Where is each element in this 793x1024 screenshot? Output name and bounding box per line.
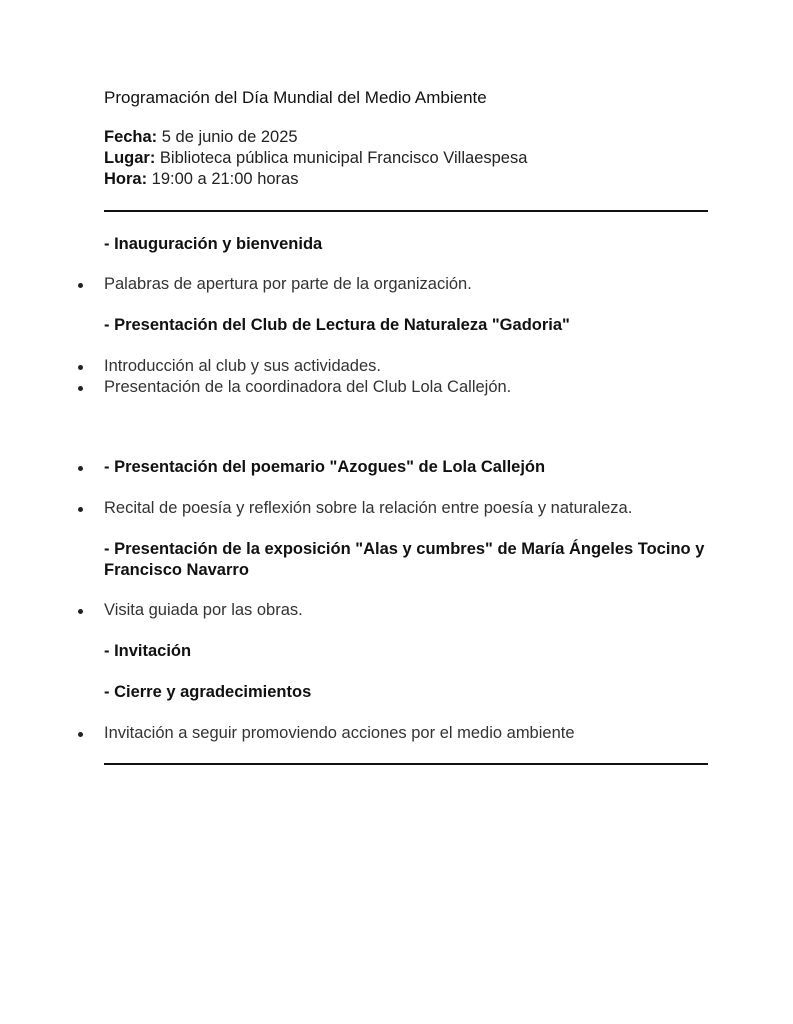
section-exhibition-line-2: Francisco Navarro <box>104 561 249 579</box>
bullet-icon <box>78 507 83 512</box>
top-divider <box>104 210 708 212</box>
section-closing: - Cierre y agradecimientos <box>104 683 312 701</box>
time-line <box>104 170 298 189</box>
section-exhibition-line-1: - Presentación de la exposición "Alas y cumbres" de María Ángeles Tocino y <box>104 540 705 558</box>
section-reading-club: - Presentación del Club de Lectura de Naturaleza "Gadoria" <box>104 316 570 334</box>
bullet-icon <box>78 365 83 370</box>
bottom-divider <box>104 763 708 765</box>
date-value: 5 de junio de 2025 <box>157 128 298 146</box>
place-label: Lugar: <box>104 149 156 167</box>
date-line <box>104 128 298 147</box>
place-value: Biblioteca pública municipal Francisco Villaespesa <box>155 149 528 167</box>
section-poetry-book: - Presentación del poemario "Azogues" de Lola Callejón <box>104 458 546 476</box>
place-line <box>104 149 527 168</box>
bullet-icon <box>78 609 83 614</box>
list-item: Visita guiada por las obras. <box>104 601 303 619</box>
bullet-icon <box>78 466 83 471</box>
list-item: Presentación de la coordinadora del Club Lola Callejón. <box>104 378 512 396</box>
section-invitation: - Invitación <box>104 642 192 660</box>
section-inauguration: - Inauguración y bienvenida <box>104 235 323 253</box>
bullet-icon <box>78 283 83 288</box>
list-item: Recital de poesía y reflexión sobre la relación entre poesía y naturaleza. <box>104 499 633 517</box>
list-item: Introducción al club y sus actividades. <box>104 357 381 375</box>
list-item: Invitación a seguir promoviendo acciones por el medio ambiente <box>104 724 575 742</box>
time-label: Hora: <box>104 170 148 188</box>
time-value: 19:00 a 21:00 horas <box>147 170 299 188</box>
date-label: Fecha: <box>104 128 158 146</box>
bullet-icon <box>78 386 83 391</box>
document-title: Programación del Día Mundial del Medio Ambiente <box>104 88 487 107</box>
list-item: Palabras de apertura por parte de la organización. <box>104 275 472 293</box>
bullet-icon <box>78 732 83 737</box>
